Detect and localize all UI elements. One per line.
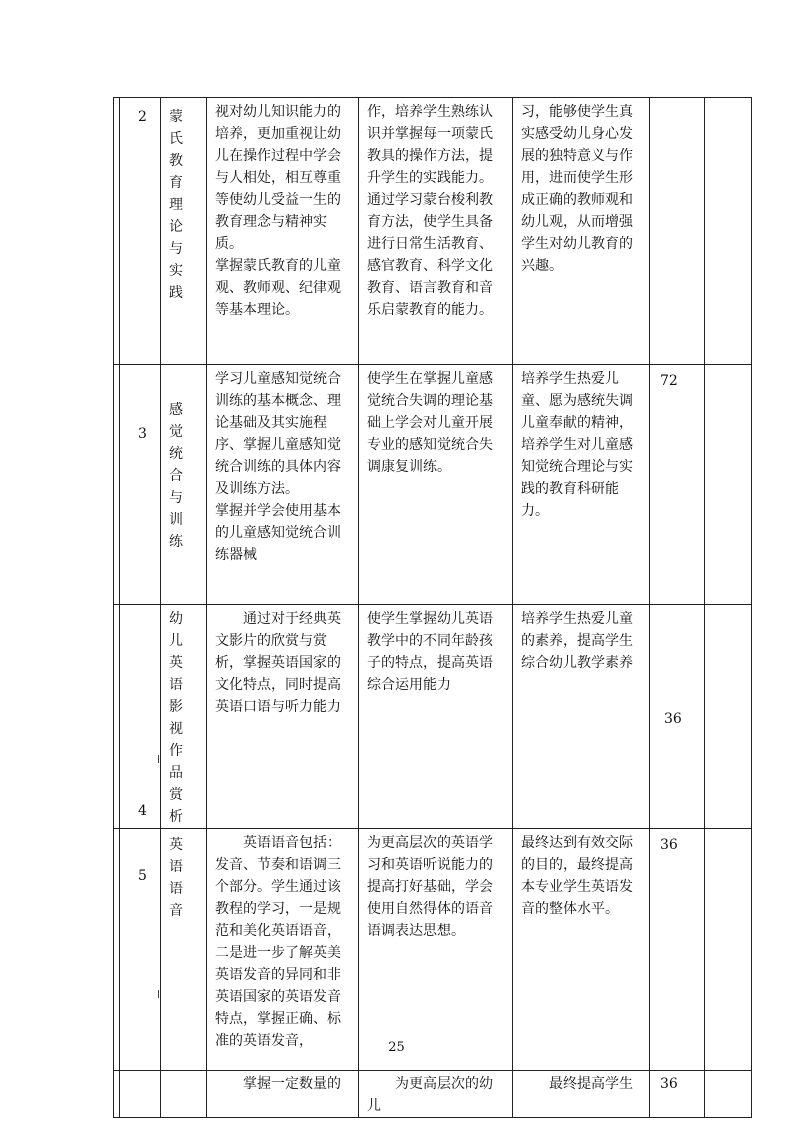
- course-content: [207, 365, 359, 605]
- content-paragraph: 英语语音包括：发音、节奏和语调三个部分。学生通过该教程的学习，一是规范和美化英语语音，二是进一步了解英美英语发音的异同和非英语国家的英语发音特点，掌握正确、标准的英语发音，: [215, 835, 341, 1049]
- scan-mark: [158, 990, 163, 998]
- course-goal: [359, 365, 513, 605]
- course-quality: [513, 98, 650, 365]
- course-number: 4: [120, 605, 161, 829]
- quality-paragraph: 最终达到有效交际的目的，最终提高本专业学生英语发音的整体水平。: [521, 835, 633, 917]
- table-extra-cell: [705, 1071, 752, 1118]
- table-row: [114, 829, 752, 1071]
- course-content: [207, 829, 359, 1071]
- course-number: [120, 1071, 161, 1118]
- content-paragraph: 通过对于经典英文影片的欣赏与赏析，掌握英语国家的文化特点，同时提高英语口语与听力能力: [215, 611, 341, 715]
- quality-paragraph: 培养学生热爱儿童的素养，提高学生综合幼儿教学素养: [521, 611, 633, 671]
- table-row: [114, 1071, 752, 1118]
- course-hours: 36: [650, 829, 705, 1071]
- goal-paragraph: 为更高层次的英语学习和英语听说能力的提高打好基础，学会使用自然得体的语音语调表达思想。: [367, 835, 493, 939]
- table-row: [114, 98, 752, 365]
- course-content: [207, 1071, 359, 1118]
- goal-paragraph: 作，培养学生熟练认识并掌握每一项蒙氏教具的操作方法，提升学生的实践能力。: [367, 104, 493, 186]
- table-extra-cell: [705, 365, 752, 605]
- course-content: [207, 605, 359, 829]
- course-number: 2: [120, 98, 161, 365]
- quality-paragraph: 培养学生热爱儿童、愿为感统失调儿童奉献的精神，培养学生对儿童感知觉统合理论与实践的教育科研能力。: [521, 371, 633, 519]
- content-paragraph: 掌握并学会使用基本的儿童感知觉统合训练器械: [215, 503, 341, 563]
- course-name: 英语语音: [161, 829, 207, 1071]
- course-name: 幼儿英语影视作品赏析: [161, 605, 207, 829]
- quality-paragraph: 习，能够使学生真实感受幼儿身心发展的独特意义与作用，进而使学生形成正确的教师观和幼儿观，从而增强学生对幼儿教育的兴趣。: [521, 104, 633, 274]
- goal-paragraph: 通过学习蒙台梭利教育方法，使学生具备进行日常生活教育、感官教育、科学文化教育、语言教育和音乐启蒙教育的能力。: [367, 192, 493, 318]
- table-extra-cell: [705, 829, 752, 1071]
- course-number: 3: [120, 365, 161, 605]
- course-hours: 72: [650, 365, 705, 605]
- course-name: 蒙氏教育理论与实践: [161, 98, 207, 365]
- page-number: 25: [388, 1040, 405, 1055]
- course-number: 5: [120, 829, 161, 1071]
- table-extra-cell: [705, 98, 752, 365]
- quality-paragraph: 最终提高学生: [549, 1076, 633, 1092]
- curriculum-table: [113, 97, 752, 1118]
- table-row: [114, 365, 752, 605]
- content-paragraph: 掌握蒙氏教育的儿童观、教师观、纪律观等基本理论。: [215, 258, 341, 318]
- course-hours: [650, 98, 705, 365]
- content-paragraph: 学习儿童感知觉统合训练的基本概念、理论基础及其实施程序、掌握儿童感知觉统合训练的具体内容及训练方法。: [215, 371, 341, 497]
- course-goal: [359, 98, 513, 365]
- goal-paragraph: 为更高层次的幼儿: [367, 1076, 493, 1114]
- course-hours: 36: [650, 605, 705, 829]
- course-quality: [513, 1071, 650, 1118]
- content-paragraph: 掌握一定数量的: [243, 1076, 341, 1092]
- content-paragraph: 视对幼儿知识能力的培养，更加重视让幼儿在操作过程中学会与人相处，相互尊重等使幼儿受益一生的教育理念与精神实质。: [215, 104, 341, 252]
- course-content: [207, 98, 359, 365]
- scan-mark: [158, 755, 163, 763]
- goal-paragraph: 使学生掌握幼儿英语教学中的不同年龄孩子的特点，提高英语综合运用能力: [367, 611, 493, 693]
- course-hours: 36: [650, 1071, 705, 1118]
- course-goal: [359, 1071, 513, 1118]
- course-name: 感觉统合与训练: [161, 365, 207, 605]
- table-row: [114, 605, 752, 829]
- course-goal: [359, 829, 513, 1071]
- course-quality: [513, 365, 650, 605]
- course-name: [161, 1071, 207, 1118]
- course-quality: [513, 829, 650, 1071]
- course-quality: [513, 605, 650, 829]
- goal-paragraph: 使学生在掌握儿童感觉统合失调的理论基础上学会对儿童开展专业的感知觉统合失调康复训练。: [367, 371, 493, 475]
- table-extra-cell: [705, 605, 752, 829]
- course-goal: [359, 605, 513, 829]
